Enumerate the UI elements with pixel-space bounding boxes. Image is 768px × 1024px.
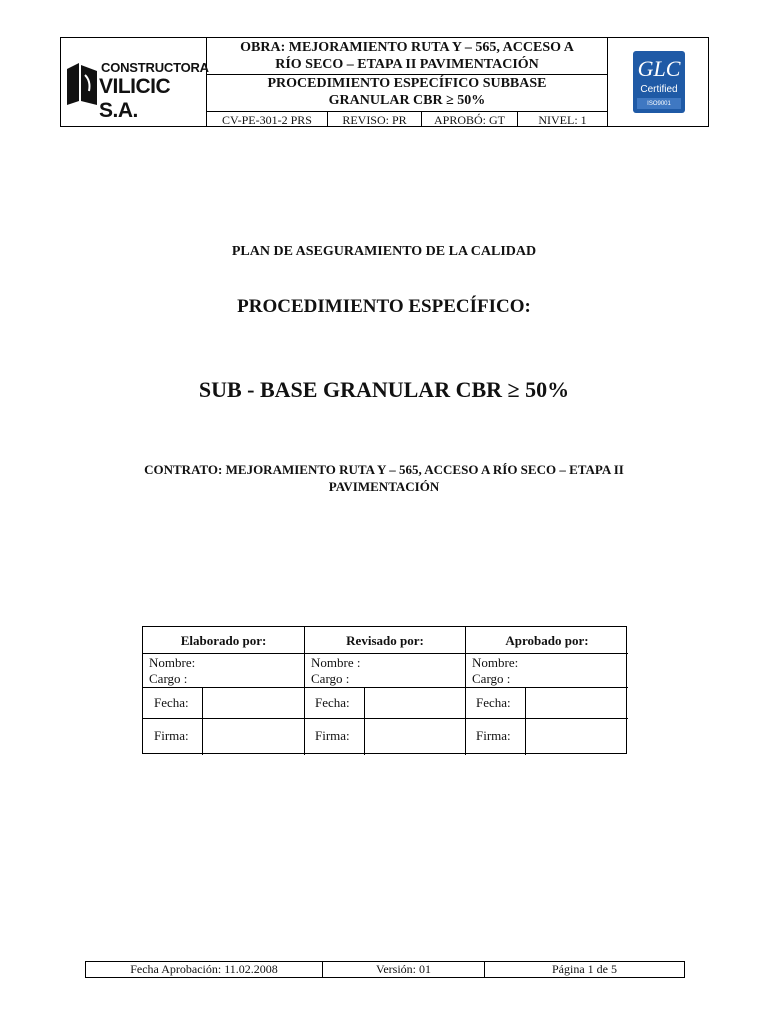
obra-title-line: OBRA: MEJORAMIENTO RUTA Y – 565, ACCESO A [240,40,574,55]
procedure-heading: PROCEDIMIENTO ESPECÍFICO: [237,296,531,317]
procedure-title [207,75,607,109]
table-divider [143,653,628,654]
certification-logo [633,51,685,113]
logo-text: CONSTRUCTORA [101,60,209,75]
contract-title-line: CONTRATO: MEJORAMIENTO RUTA Y – 565, ACCESO A RÍO SECO – ETAPA II [144,462,624,477]
nivel-field: NIVEL: 1 [538,113,587,127]
column-header-aprobado: Aprobado por: [505,633,589,648]
version-field: Versión: 01 [376,962,431,976]
document-code: CV-PE-301-2 PRS [222,113,312,127]
column-header-revisado: Revisado por: [346,633,424,648]
cargo-label: Cargo : [149,671,188,686]
procedure-title-line: GRANULAR CBR ≥ 50% [328,93,486,108]
table-divider [143,687,628,688]
fecha-label: Fecha: [476,695,511,710]
firma-label: Firma: [476,728,511,743]
nombre-label: Nombre : [311,655,361,670]
cargo-label: Cargo : [472,671,511,686]
contract-title [0,461,768,495]
certification-name: GLC [637,56,681,81]
firma-label: Firma: [315,728,350,743]
signoff-table [142,626,627,754]
table-divider [525,687,526,755]
aprobo-field: APROBÓ: GT [433,113,505,127]
document-header [60,37,709,127]
header-divider [607,38,608,126]
obra-title-line: RÍO SECO – ETAPA II PAVIMENTACIÓN [275,57,539,72]
table-divider [143,718,628,719]
column-header-elaborado: Elaborado por: [180,633,267,648]
table-divider [202,687,203,755]
table-divider [364,687,365,755]
plan-title: PLAN DE ASEGURAMIENTO DE LA CALIDAD [231,244,537,259]
subject-title: SUB - BASE GRANULAR CBR ≥ 50% [198,377,570,402]
reviso-field: REVISO: PR [342,113,407,127]
fecha-label: Fecha: [154,695,189,710]
approval-date: Fecha Aprobación: 11.02.2008 [130,962,278,976]
book-icon [65,61,101,107]
firma-label: Firma: [154,728,189,743]
obra-title [207,39,607,73]
nombre-label: Nombre: [472,655,519,670]
page-number: Página 1 de 5 [552,962,617,976]
company-logo [65,58,209,122]
document-footer [85,961,685,978]
fecha-label: Fecha: [315,695,350,710]
cargo-label: Cargo : [311,671,350,686]
procedure-title-line: PROCEDIMIENTO ESPECÍFICO SUBBASE [267,76,547,91]
certification-label: Certified [640,84,678,95]
certification-standard: ISO9001 [647,101,671,107]
contract-title-line: PAVIMENTACIÓN [328,479,440,494]
nombre-label: Nombre: [149,655,196,670]
logo-text: VILICIC S.A. [99,75,171,122]
